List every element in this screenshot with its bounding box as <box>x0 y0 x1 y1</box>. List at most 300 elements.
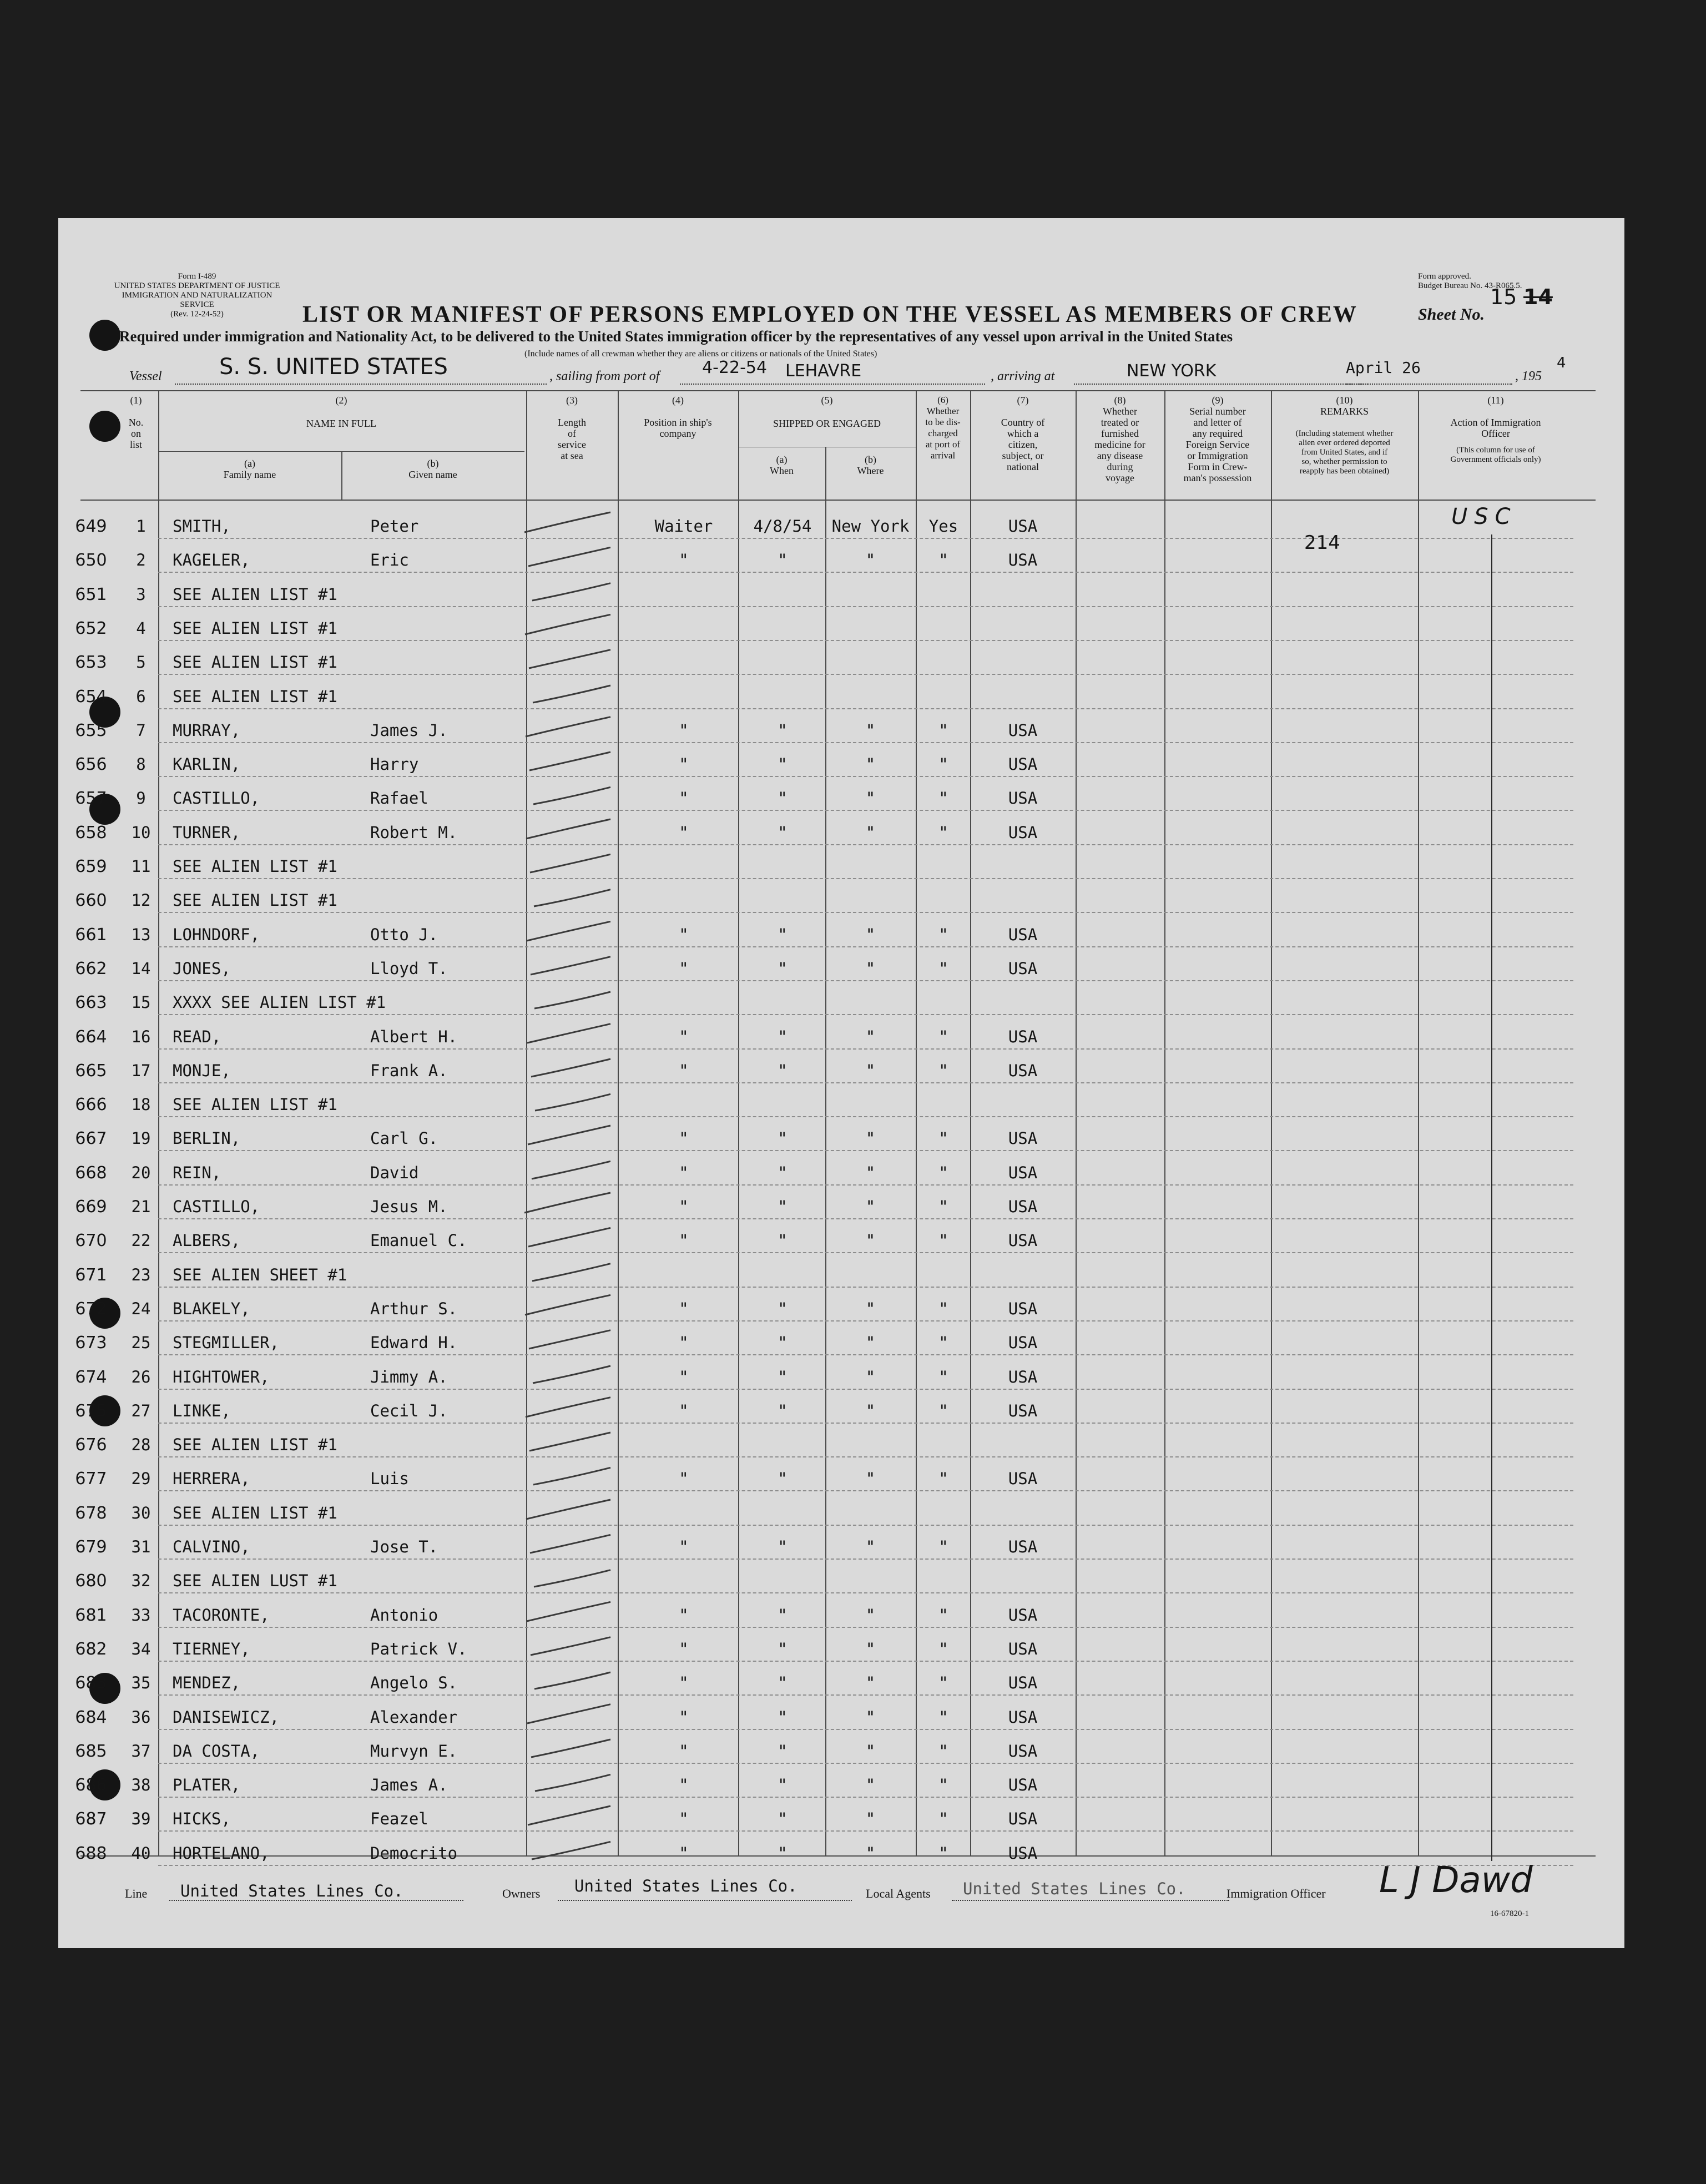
discharge: " <box>938 1129 948 1148</box>
country: USA <box>1008 959 1038 978</box>
given-name: Carl G. <box>370 1129 438 1148</box>
crew-row <box>58 506 1624 539</box>
position: " <box>679 1027 689 1046</box>
discharge: " <box>938 789 948 808</box>
shipped-when: " <box>778 1776 788 1795</box>
given-name: James J. <box>370 720 448 740</box>
family-name: DANISEWICZ, <box>173 1707 280 1727</box>
crew-row <box>58 880 1624 914</box>
pencil-tick-mark <box>519 1191 616 1215</box>
shipped-where: " <box>865 1299 876 1318</box>
country: USA <box>1008 1673 1038 1693</box>
position: " <box>679 1673 689 1693</box>
handwritten-list-number: 677 <box>75 1469 107 1489</box>
year-digit: 4 <box>1557 355 1566 371</box>
given-name: Arthur S. <box>370 1299 458 1318</box>
shipped-when: " <box>778 1299 788 1318</box>
position: " <box>679 755 689 774</box>
row-number: 29 <box>131 1469 151 1489</box>
position: " <box>679 1741 689 1761</box>
family-name: LINKE, <box>173 1401 231 1420</box>
country: USA <box>1008 1401 1038 1420</box>
family-name: READ, <box>173 1027 221 1046</box>
crew-row <box>58 1322 1624 1356</box>
handwritten-list-number: 668 <box>75 1163 107 1183</box>
pencil-tick-mark <box>519 1599 616 1623</box>
family-name: TIERNEY, <box>173 1639 250 1658</box>
country: USA <box>1008 1741 1038 1761</box>
country: USA <box>1008 720 1038 740</box>
row-number: 32 <box>131 1571 151 1591</box>
crew-row <box>58 710 1624 744</box>
footer-owners: United States Lines Co. <box>574 1877 798 1895</box>
crew-row <box>58 1424 1624 1458</box>
shipped-where: " <box>865 1231 876 1250</box>
row-number: 21 <box>131 1197 151 1216</box>
given-name: Angelo S. <box>370 1673 458 1693</box>
country: USA <box>1008 1129 1038 1148</box>
footer-line: United States Lines Co. <box>180 1882 403 1900</box>
crew-row <box>58 608 1624 642</box>
shipped-when: " <box>778 1809 788 1829</box>
discharge: " <box>938 823 948 842</box>
handwritten-list-number: 663 <box>75 993 107 1013</box>
shipped-when: " <box>778 789 788 808</box>
given-name: Otto J. <box>370 925 438 944</box>
handwritten-list-number: 651 <box>75 584 107 604</box>
pencil-tick-mark <box>519 1055 616 1079</box>
given-name: Harry <box>370 755 419 774</box>
row-number: 12 <box>131 891 151 910</box>
discharge: " <box>938 1299 948 1318</box>
pencil-tick-mark <box>519 680 616 705</box>
pencil-tick-mark <box>519 748 616 773</box>
shipped-where: New York <box>831 517 910 536</box>
header-where: (b) Where <box>857 454 884 476</box>
row-number: 13 <box>131 925 151 944</box>
handwritten-list-number: 685 <box>75 1741 107 1761</box>
shipped-where: " <box>865 1639 876 1658</box>
position: " <box>679 551 689 570</box>
handwritten-list-number: 670 <box>75 1231 107 1251</box>
year-prefix: , 195 <box>1515 369 1542 384</box>
footer-agents-label: Local Agents <box>866 1887 931 1900</box>
handwritten-list-number: 665 <box>75 1061 107 1081</box>
crew-row <box>58 1560 1624 1594</box>
handwritten-list-number: 669 <box>75 1197 107 1217</box>
print-code: 16-67820-1 <box>1490 1909 1529 1918</box>
shipped-when: " <box>778 1707 788 1727</box>
position: " <box>679 720 689 740</box>
shipped-where: " <box>865 1401 876 1420</box>
shipped-when: " <box>778 1401 788 1420</box>
handwritten-list-number: 656 <box>75 755 107 775</box>
crew-row <box>58 642 1624 675</box>
position: " <box>679 1776 689 1795</box>
crew-row <box>58 1356 1624 1390</box>
form-approval: Form approved. Budget Bureau No. 43-R065.5. <box>1418 272 1522 290</box>
crew-row <box>58 539 1624 573</box>
shipped-where: " <box>865 1333 876 1353</box>
handwritten-list-number: 664 <box>75 1027 107 1047</box>
row-number: 31 <box>131 1537 151 1556</box>
given-name: Feazel <box>370 1809 428 1829</box>
position: " <box>679 959 689 978</box>
given-name: Luis <box>370 1469 409 1489</box>
family-name: SEE ALIEN LIST #1 <box>173 584 337 604</box>
family-name: CASTILLO, <box>173 789 260 808</box>
discharge: " <box>938 1231 948 1250</box>
given-name: Murvyn E. <box>370 1741 458 1761</box>
pencil-tick-mark <box>519 850 616 875</box>
country: USA <box>1008 823 1038 842</box>
shipped-when: " <box>778 1605 788 1625</box>
shipped-where: " <box>865 1843 876 1863</box>
crew-row <box>58 1526 1624 1560</box>
discharge: " <box>938 1469 948 1489</box>
country: USA <box>1008 1639 1038 1658</box>
pencil-tick-mark <box>519 1667 616 1691</box>
position: " <box>679 823 689 842</box>
shipped-where: " <box>865 1163 876 1182</box>
row-number: 23 <box>131 1265 151 1284</box>
crew-row <box>58 676 1624 710</box>
row-number: 38 <box>131 1776 151 1795</box>
arrival-port: NEW YORK <box>1127 361 1217 381</box>
footer-officer-label: Immigration Officer <box>1226 1887 1326 1900</box>
family-name: SEE ALIEN LIST #1 <box>173 857 337 876</box>
crew-row <box>58 778 1624 811</box>
header-list-no: (1) No. on list <box>128 395 144 450</box>
given-name: Patrick V. <box>370 1639 467 1658</box>
form-number-block: Form I-489 UNITED STATES DEPARTMENT OF JUSTICE IMMIGRATION AND NATURALIZATION SERVICE (Rev. 12-24-52) <box>114 272 280 319</box>
pencil-tick-mark <box>519 816 616 841</box>
pencil-tick-mark <box>519 1122 616 1147</box>
discharge: " <box>938 1639 948 1658</box>
row-number: 15 <box>131 993 151 1012</box>
country: USA <box>1008 755 1038 774</box>
remark-annotation: 214 <box>1304 532 1340 554</box>
position: " <box>679 1367 689 1386</box>
country: USA <box>1008 1537 1038 1556</box>
crew-row <box>58 1492 1624 1526</box>
country: USA <box>1008 1707 1038 1727</box>
discharge: " <box>938 1809 948 1829</box>
given-name: David <box>370 1163 419 1182</box>
handwritten-list-number: 650 <box>75 551 107 571</box>
family-name: SMITH, <box>173 517 231 536</box>
shipped-where: " <box>865 1061 876 1080</box>
row-number: 22 <box>131 1231 151 1250</box>
given-name: Edward H. <box>370 1333 458 1353</box>
header-service: (3) Length of service at sea <box>558 395 586 461</box>
header-country: (7) Country of which a citizen, subject, or national <box>1001 395 1045 472</box>
row-number: 27 <box>131 1401 151 1420</box>
discharge: " <box>938 1843 948 1863</box>
handwritten-list-number: 687 <box>75 1809 107 1829</box>
discharge: " <box>938 1163 948 1182</box>
row-number: 37 <box>131 1741 151 1761</box>
crew-row <box>58 1662 1624 1696</box>
row-number: 7 <box>136 720 146 740</box>
departure-port: LEHAVRE <box>785 361 862 381</box>
pencil-tick-mark <box>519 1361 616 1385</box>
position: " <box>679 1843 689 1863</box>
header-given-name: (b) Given name <box>408 458 457 480</box>
crew-row <box>58 744 1624 778</box>
country: USA <box>1008 1469 1038 1489</box>
pencil-tick-mark <box>519 1259 616 1283</box>
shipped-where: " <box>865 1776 876 1795</box>
family-name: XXXX SEE ALIEN LIST #1 <box>173 993 386 1012</box>
header-shipped: SHIPPED OR ENGAGED <box>773 418 881 429</box>
row-number: 10 <box>131 823 151 842</box>
handwritten-list-number: 655 <box>75 720 107 740</box>
position: " <box>679 1401 689 1420</box>
shipped-where: " <box>865 1027 876 1046</box>
position: " <box>679 1707 689 1727</box>
vessel-name: S. S. UNITED STATES <box>219 354 448 380</box>
page-title: LIST OR MANIFEST OF PERSONS EMPLOYED ON THE VESSEL AS MEMBERS OF CREW <box>302 302 1357 327</box>
row-number: 4 <box>136 618 146 638</box>
handwritten-list-number: 686 <box>75 1776 107 1795</box>
crew-row <box>58 574 1624 608</box>
country: USA <box>1008 1163 1038 1182</box>
country: USA <box>1008 1061 1038 1080</box>
officer-signature: L J Dawd <box>1379 1860 1533 1901</box>
handwritten-list-number: 657 <box>75 789 107 809</box>
handwritten-list-number: 681 <box>75 1605 107 1625</box>
country: USA <box>1008 1299 1038 1318</box>
handwritten-list-number: 684 <box>75 1707 107 1727</box>
shipped-where: " <box>865 1605 876 1625</box>
family-name: CALVINO, <box>173 1537 250 1556</box>
header-name: NAME IN FULL <box>306 418 376 429</box>
crew-row <box>58 1186 1624 1220</box>
crew-row <box>58 1798 1624 1832</box>
crew-row <box>58 1764 1624 1798</box>
given-name: Albert H. <box>370 1027 458 1046</box>
shipped-when: " <box>778 959 788 978</box>
shipped-when: " <box>778 1197 788 1216</box>
sailing-label: , sailing from port of <box>549 369 660 384</box>
discharge: " <box>938 1537 948 1556</box>
discharge: " <box>938 1061 948 1080</box>
family-name: HERRERA, <box>173 1469 250 1489</box>
given-name: Cecil J. <box>370 1401 448 1420</box>
discharge: " <box>938 1673 948 1693</box>
crew-row <box>58 1220 1624 1254</box>
country: USA <box>1008 1027 1038 1046</box>
family-name: MENDEZ, <box>173 1673 241 1693</box>
pencil-tick-mark <box>519 1462 616 1487</box>
family-name: STEGMILLER, <box>173 1333 280 1353</box>
handwritten-list-number: 679 <box>75 1537 107 1557</box>
pencil-tick-mark <box>519 986 616 1011</box>
country: USA <box>1008 1333 1038 1353</box>
family-name: SEE ALIEN LUST #1 <box>173 1571 337 1591</box>
handwritten-list-number: 652 <box>75 618 107 638</box>
handwritten-list-number: 682 <box>75 1639 107 1659</box>
manifest-sheet <box>58 218 1624 1948</box>
punch-hole <box>89 320 120 351</box>
position: " <box>679 1163 689 1182</box>
country: USA <box>1008 1809 1038 1829</box>
crew-row <box>58 1050 1624 1084</box>
row-number: 30 <box>131 1503 151 1522</box>
pencil-tick-mark <box>519 1157 616 1181</box>
shipped-when: " <box>778 1537 788 1556</box>
shipped-when: " <box>778 1673 788 1693</box>
crew-row <box>58 812 1624 846</box>
handwritten-list-number: 673 <box>75 1333 107 1353</box>
handwritten-list-number: 662 <box>75 959 107 978</box>
shipped-when: " <box>778 1333 788 1353</box>
pencil-tick-mark <box>519 782 616 806</box>
header-remarks: (10) REMARKS <box>1320 395 1369 417</box>
row-number: 3 <box>136 584 146 604</box>
row-number: 14 <box>131 959 151 978</box>
shipped-when: " <box>778 1741 788 1761</box>
page-subtitle: Required under immigration and Nationality Act, to be delivered to the United States immigration officer by the representatives of any vessel upon arrival in the United States <box>119 328 1233 345</box>
position: " <box>679 1469 689 1489</box>
arriving-label: , arriving at <box>991 369 1055 384</box>
header-action: (11) Action of Immigration Officer <box>1450 395 1541 439</box>
shipped-where: " <box>865 959 876 978</box>
pencil-tick-mark <box>519 1701 616 1726</box>
handwritten-list-number: 667 <box>75 1129 107 1149</box>
row-number: 34 <box>131 1639 151 1658</box>
crew-row <box>58 914 1624 948</box>
pencil-tick-mark <box>519 1735 616 1759</box>
discharge: " <box>938 720 948 740</box>
discharge: " <box>938 551 948 570</box>
family-name: SEE ALIEN LIST #1 <box>173 1435 337 1455</box>
family-name: MURRAY, <box>173 720 241 740</box>
row-number: 39 <box>131 1809 151 1829</box>
row-number: 24 <box>131 1299 151 1318</box>
pencil-tick-mark <box>519 578 616 603</box>
family-name: REIN, <box>173 1163 221 1182</box>
row-number: 6 <box>136 687 146 706</box>
position: " <box>679 1061 689 1080</box>
family-name: TURNER, <box>173 823 241 842</box>
pencil-tick-mark <box>519 884 616 909</box>
handwritten-list-number: 658 <box>75 823 107 843</box>
given-name: Jose T. <box>370 1537 438 1556</box>
shipped-when: " <box>778 1163 788 1182</box>
family-name: LOHNDORF, <box>173 925 260 944</box>
crew-row <box>58 1254 1624 1288</box>
shipped-where: " <box>865 823 876 842</box>
discharge: " <box>938 1605 948 1625</box>
shipped-when: " <box>778 1129 788 1148</box>
position: " <box>679 1299 689 1318</box>
pencil-tick-mark <box>519 1531 616 1555</box>
handwritten-list-number: 678 <box>75 1503 107 1523</box>
header-medicine: (8) Whether treated or furnished medicine for any disease during voyage <box>1094 395 1145 483</box>
row-number: 40 <box>131 1843 151 1863</box>
pencil-tick-mark <box>519 952 616 977</box>
crew-row <box>58 1016 1624 1050</box>
crew-row <box>58 1595 1624 1628</box>
header-name-no: (2) <box>335 395 347 406</box>
country: USA <box>1008 1231 1038 1250</box>
crew-row <box>58 1390 1624 1424</box>
discharge: " <box>938 1741 948 1761</box>
discharge: " <box>938 959 948 978</box>
row-number: 20 <box>131 1163 151 1182</box>
family-name: HICKS, <box>173 1809 231 1829</box>
shipped-when: " <box>778 755 788 774</box>
position: " <box>679 1333 689 1353</box>
given-name: Rafael <box>370 789 428 808</box>
shipped-when: " <box>778 1367 788 1386</box>
shipped-where: " <box>865 1197 876 1216</box>
shipped-where: " <box>865 789 876 808</box>
position: " <box>679 1537 689 1556</box>
shipped-when: " <box>778 1639 788 1658</box>
shipped-when: " <box>778 925 788 944</box>
shipped-where: " <box>865 1367 876 1386</box>
family-name: PLATER, <box>173 1776 241 1795</box>
family-name: SEE ALIEN LIST #1 <box>173 618 337 638</box>
row-number: 11 <box>131 857 151 876</box>
discharge: " <box>938 925 948 944</box>
row-number: 33 <box>131 1605 151 1625</box>
arrival-date: April 26 <box>1346 359 1421 377</box>
shipped-where: " <box>865 1741 876 1761</box>
shipped-when: " <box>778 720 788 740</box>
handwritten-list-number: 671 <box>75 1265 107 1285</box>
crew-row <box>58 1152 1624 1186</box>
family-name: SEE ALIEN LIST #1 <box>173 687 337 706</box>
footer-owners-label: Owners <box>502 1887 541 1900</box>
discharge: " <box>938 755 948 774</box>
handwritten-list-number: 688 <box>75 1843 107 1863</box>
family-name: HORTELANO, <box>173 1843 270 1863</box>
header-when: (a) When <box>770 454 794 476</box>
given-name: James A. <box>370 1776 448 1795</box>
crew-row <box>58 1697 1624 1731</box>
handwritten-list-number: 653 <box>75 653 107 673</box>
discharge: " <box>938 1367 948 1386</box>
handwritten-list-number: 676 <box>75 1435 107 1455</box>
row-number: 1 <box>136 517 146 536</box>
header-action-note: (This column for use of Government officials only) <box>1450 446 1541 464</box>
crew-row <box>58 948 1624 982</box>
shipped-where: " <box>865 1707 876 1727</box>
row-number: 25 <box>131 1333 151 1353</box>
pencil-tick-mark <box>519 1429 616 1453</box>
handwritten-list-number: 680 <box>75 1571 107 1591</box>
crew-row <box>58 1084 1624 1118</box>
position: " <box>679 1231 689 1250</box>
family-name: SEE ALIEN SHEET #1 <box>173 1265 347 1284</box>
shipped-where: " <box>865 925 876 944</box>
footer-agents: United States Lines Co. <box>963 1879 1186 1898</box>
pencil-tick-mark <box>519 544 616 568</box>
crew-row <box>58 1288 1624 1322</box>
crew-row <box>58 1118 1624 1152</box>
header-family-name: (a) Family name <box>223 458 276 480</box>
shipped-when: " <box>778 551 788 570</box>
family-name: BLAKELY, <box>173 1299 250 1318</box>
shipped-where: " <box>865 1469 876 1489</box>
family-name: SEE ALIEN LIST #1 <box>173 1503 337 1522</box>
vessel-label: Vessel <box>129 369 162 384</box>
handwritten-list-number: 659 <box>75 857 107 876</box>
